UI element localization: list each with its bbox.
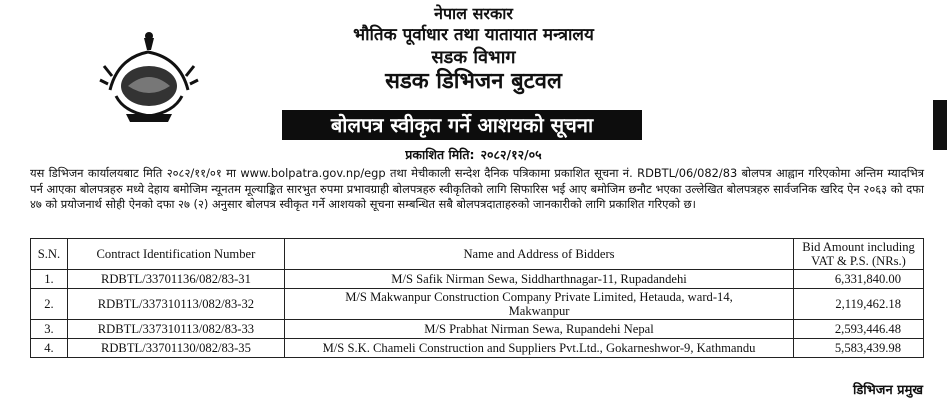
- row-contract: RDBTL/337310113/082/83-33: [67, 320, 284, 339]
- ministry-name: भौतिक पूर्वाधार तथा यातायात मन्त्रालय: [353, 25, 594, 45]
- page-edge-marker: [933, 100, 947, 150]
- row-bidder-line2: Makwanpur: [508, 304, 570, 318]
- header-bidder: Name and Address of Bidders: [285, 239, 794, 270]
- row-bidder: M/S S.K. Chameli Construction and Suppliers Pvt.Ltd., Gokarneshwor-9, Kathmandu: [285, 339, 794, 358]
- published-label: प्रकाशित मिति:: [405, 147, 475, 162]
- division-name: सडक डिभिजन बुटवल: [385, 69, 562, 94]
- row-amount: 2,593,446.48: [794, 320, 924, 339]
- published-date: [0, 146, 947, 163]
- header-amount-line1: Bid Amount including: [802, 240, 915, 254]
- government-name: नेपाल सरकार: [434, 4, 513, 23]
- row-contract: RDBTL/33701136/082/83-31: [67, 270, 284, 289]
- row-bidder: M/S Safik Nirman Sewa, Siddharthnagar-11, Rupadandehi: [285, 270, 794, 289]
- table-header-row: [31, 239, 924, 270]
- table-row: [31, 289, 924, 320]
- row-sn: 2.: [31, 289, 68, 320]
- row-amount: 6,331,840.00: [794, 270, 924, 289]
- notice-title: बोलपत्र स्वीकृत गर्ने आशयको सूचना: [282, 110, 642, 140]
- row-bidder: M/S Prabhat Nirman Sewa, Rupandehi Nepal: [285, 320, 794, 339]
- row-contract: RDBTL/33701130/082/83-35: [67, 339, 284, 358]
- header-amount: [794, 239, 924, 270]
- row-contract: RDBTL/337310113/082/83-32: [67, 289, 284, 320]
- row-amount: 2,119,462.18: [794, 289, 924, 320]
- table-row: [31, 270, 924, 289]
- bids-table: [30, 238, 924, 358]
- row-bidder-line1: M/S Makwanpur Construction Company Private Limited, Hetauda, ward-14,: [345, 290, 733, 304]
- notice-paragraph: यस डिभिजन कार्यालयबाट मिति २०८२/११/०१ मा www.bolpatra.gov.np/egp तथा मेचीकाली सन्देश दैनिक पत्रिकामा प्रकाशित सूचना नं. RDBTL/06/082/83 बोलपत्र आह्वान गरिएकोमा अन्तिम म्यादभित्र पर्न आएका बोलपत्रहरु मध्ये देहाय बमोजिम न्यूनतम मूल्याङ्कित सारभुत रुपमा प्रभावग्राही बोलपत्रहरु स्वीकृतिको लागि सिफारिस भई आए बमोजिम छनौट भएका उल्लेखित बोलपत्रहरु सार्वजनिक खरिद ऐन २०६३ को दफा ४७ को प्रयोजनार्थ सोही ऐनको दफा २७ (२) अनुसार बोलपत्र स्वीकृत गर्ने आशयको सूचना सम्बन्धित सबै बोलपत्रदाताहरुको जानकारीको लागि प्रकाशित गरिएको छ।: [30, 166, 924, 212]
- department-name: सडक विभाग: [431, 47, 516, 68]
- published-date-value: २०८२/१२/०५: [480, 147, 542, 162]
- row-sn: 1.: [31, 270, 68, 289]
- table-row: [31, 339, 924, 358]
- header-sn: S.N.: [31, 239, 68, 270]
- header-contract: Contract Identification Number: [67, 239, 284, 270]
- header-amount-line2: VAT & P.S. (NRs.): [811, 254, 906, 268]
- nepal-emblem-icon: [98, 28, 200, 126]
- row-bidder: [285, 289, 794, 320]
- signature-title: डिभिजन प्रमुख: [852, 383, 923, 398]
- row-sn: 3.: [31, 320, 68, 339]
- table-row: [31, 320, 924, 339]
- row-sn: 4.: [31, 339, 68, 358]
- row-amount: 5,583,439.98: [794, 339, 924, 358]
